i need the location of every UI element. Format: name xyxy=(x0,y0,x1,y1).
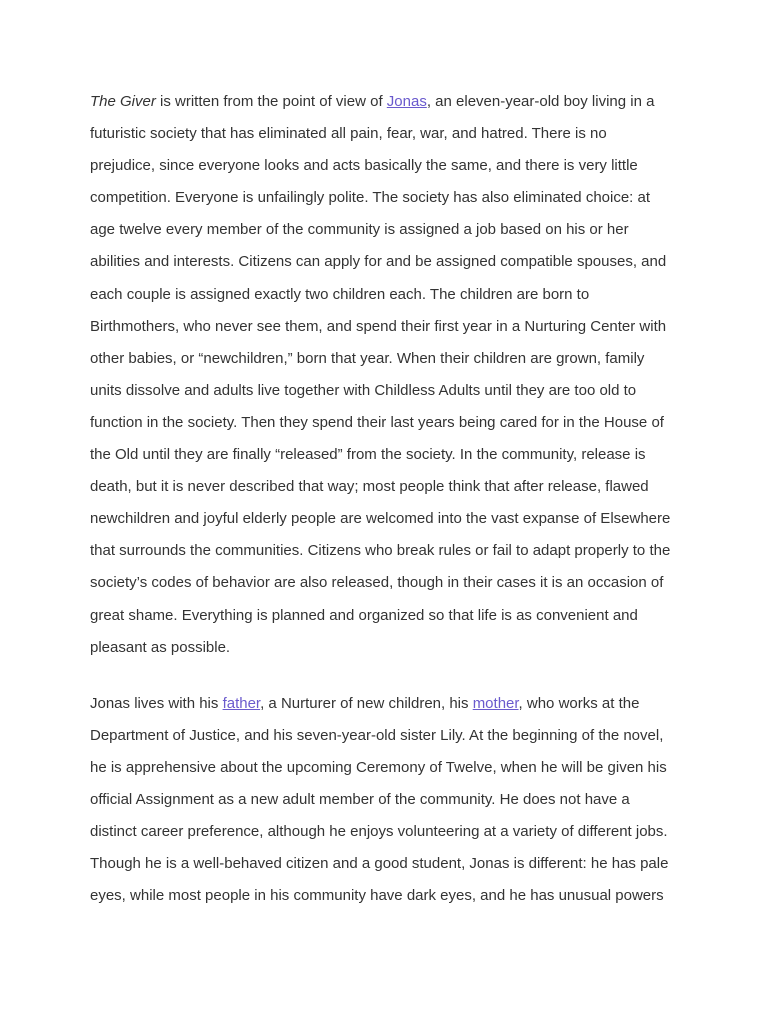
text-segment: each couple is assigned exactly two children each. The children are born to xyxy=(90,285,590,303)
text-segment: Though he is a well-behaved citizen and a good student, Jonas is different: he has pale xyxy=(90,855,669,873)
text-segment: Jonas lives with his xyxy=(90,694,223,712)
text-segment: society’s codes of behavior are also released, though in their cases it is an occasion of xyxy=(90,574,664,592)
text-segment: , an eleven-year-old boy living in a xyxy=(426,93,655,110)
text-line xyxy=(90,214,690,246)
text-line xyxy=(90,439,690,471)
text-line xyxy=(90,600,690,632)
text-line xyxy=(90,535,690,567)
text-line xyxy=(90,503,690,535)
text-line xyxy=(90,86,690,118)
text-line xyxy=(90,311,690,343)
text-line xyxy=(90,150,690,182)
text-segment: newchildren and joyful elderly people are welcomed into the vast expanse of Elsewhere xyxy=(90,510,671,528)
text-line xyxy=(90,632,690,664)
text-line xyxy=(90,848,690,880)
text-segment: is written from the point of view of xyxy=(155,93,387,110)
text-segment: great shame. Everything is planned and organized so that life is as convenient and xyxy=(90,606,638,624)
text-line xyxy=(90,246,690,278)
text-segment: death, but it is never described that way; most people think that after release, flawed xyxy=(90,478,649,496)
text-segment: that surrounds the communities. Citizens who break rules or fail to adapt properly to the xyxy=(90,542,671,560)
text-segment: , a Nurturer of new children, his xyxy=(260,694,473,712)
link-mother[interactable]: mother xyxy=(472,694,519,712)
text-line xyxy=(90,720,690,752)
text-segment: prejudice, since everyone looks and acts basically the same, and there is very little xyxy=(90,157,638,175)
text-segment: units dissolve and adults live together with Childless Adults until they are too old to xyxy=(90,381,637,399)
text-segment: other babies, or “newchildren,” born that year. When their children are grown, family xyxy=(90,349,645,367)
text-segment: function in the society. Then they spend their last years being cared for in the House of xyxy=(90,413,664,431)
text-segment: official Assignment as a new adult member of the community. He does not have a xyxy=(90,790,630,808)
text-segment: competition. Everyone is unfailingly polite. The society has also eliminated choice: at xyxy=(90,189,651,207)
link-jonas[interactable]: Jonas xyxy=(386,93,427,110)
text-line xyxy=(90,688,690,720)
text-segment: abilities and interests. Citizens can apply for and be assigned compatible spouses, and xyxy=(90,253,667,271)
text-segment: Birthmothers, who never see them, and spend their first year in a Nurturing Center with xyxy=(90,317,667,335)
text-line xyxy=(90,567,690,599)
text-line xyxy=(90,752,690,784)
paragraph xyxy=(90,86,690,664)
text-segment: distinct career preference, although he enjoys volunteering at a variety of different jobs. xyxy=(90,823,668,841)
text-line xyxy=(90,279,690,311)
text-line xyxy=(90,880,690,912)
document-body xyxy=(90,86,690,912)
paragraph xyxy=(90,688,690,913)
book-title: The Giver xyxy=(90,93,156,110)
text-segment: pleasant as possible. xyxy=(90,638,231,656)
text-segment: eyes, while most people in his community have dark eyes, and he has unusual powers xyxy=(90,887,664,905)
text-line xyxy=(90,407,690,439)
text-line xyxy=(90,471,690,503)
text-line xyxy=(90,182,690,214)
text-line xyxy=(90,784,690,816)
text-segment: Department of Justice, and his seven-year-old sister Lily. At the beginning of the novel, xyxy=(90,726,664,744)
text-segment: the Old until they are finally “released” from the society. In the community, release is xyxy=(90,446,646,464)
text-line xyxy=(90,375,690,407)
text-segment: , who works at the xyxy=(518,694,640,712)
text-line xyxy=(90,343,690,375)
link-father[interactable]: father xyxy=(222,694,261,712)
text-segment: age twelve every member of the community is assigned a job based on his or her xyxy=(90,221,629,239)
text-segment: futuristic society that has eliminated all pain, fear, war, and hatred. There is no xyxy=(90,125,607,143)
text-segment: he is apprehensive about the upcoming Ceremony of Twelve, when he will be given his xyxy=(90,758,667,776)
text-line xyxy=(90,816,690,848)
text-line xyxy=(90,118,690,150)
